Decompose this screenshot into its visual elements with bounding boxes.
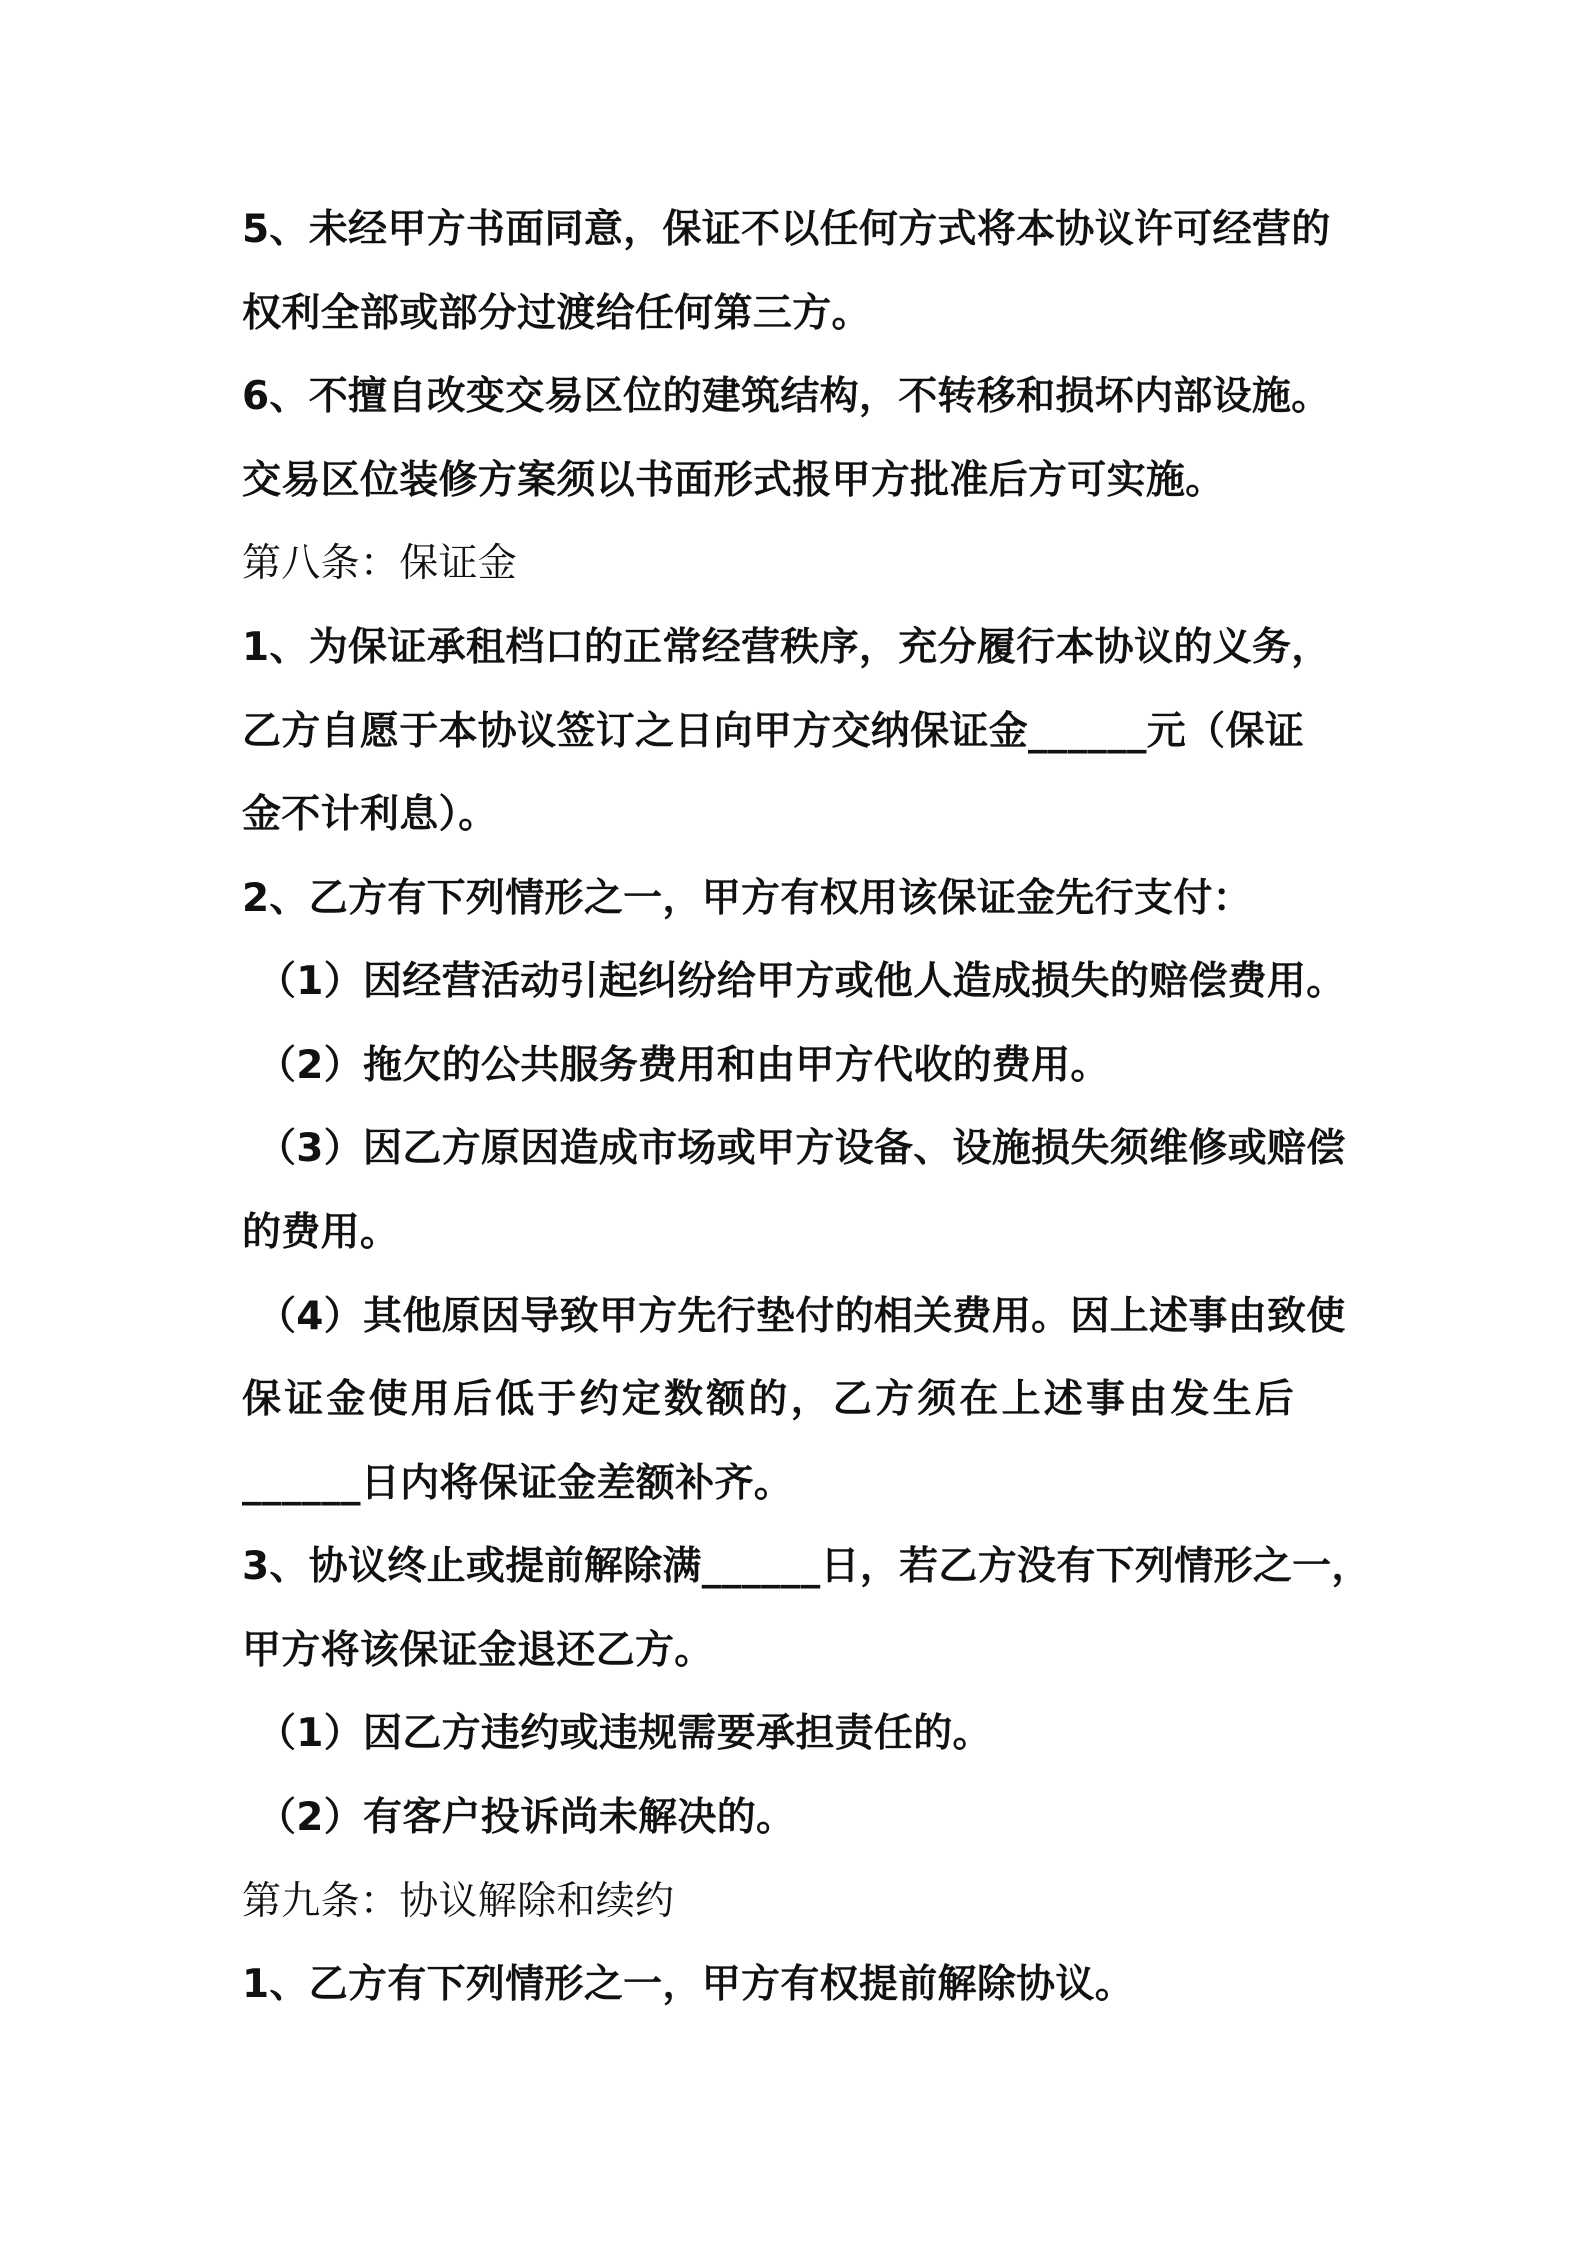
section-heading: 第八条：保证金	[242, 541, 518, 586]
list-item: （4）其他原因导致甲方先行垫付的相关费用。因上述事由致使	[257, 1294, 1346, 1339]
paragraph-line: 甲方将该保证金退还乙方。	[242, 1628, 714, 1673]
list-item: （3）因乙方原因造成市场或甲方设备、设施损失须维修或赔偿	[257, 1126, 1346, 1171]
paragraph-line: ______日内将保证金差额补齐。	[242, 1461, 794, 1506]
list-item: （1）因乙方违约或违规需要承担责任的。	[257, 1711, 992, 1756]
paragraph-line: 1、为保证承租档口的正常经营秩序，充分履行本协议的义务，	[242, 625, 1331, 670]
paragraph-line: 权利全部或部分过渡给任何第三方。	[242, 291, 871, 336]
paragraph-line: 5、未经甲方书面同意，保证不以任何方式将本协议许可经营的	[242, 207, 1331, 252]
list-item: （1）因经营活动引起纠纷给甲方或他人造成损失的赔偿费用。	[257, 959, 1346, 1004]
paragraph-line: 的费用。	[242, 1210, 400, 1255]
section-heading: 第九条：协议解除和续约	[242, 1879, 675, 1924]
paragraph-line: 2、乙方有下列情形之一，甲方有权用该保证金先行支付：	[242, 876, 1252, 921]
paragraph-line: 6、不擅自改变交易区位的建筑结构，不转移和损坏内部设施。	[242, 374, 1331, 419]
list-item: （2）拖欠的公共服务费用和由甲方代收的费用。	[257, 1043, 1110, 1088]
paragraph-line: 乙方自愿于本协议签订之日向甲方交纳保证金______元（保证	[242, 709, 1305, 754]
paragraph-line: 交易区位装修方案须以书面形式报甲方批准后方可实施。	[242, 458, 1225, 503]
paragraph-line: 1、乙方有下列情形之一，甲方有权提前解除协议。	[242, 1962, 1135, 2007]
paragraph-line: 保证金使用后低于约定数额的，乙方须在上述事由发生后	[242, 1377, 1298, 1422]
list-item: （2）有客户投诉尚未解决的。	[257, 1795, 796, 1840]
paragraph-line: 3、协议终止或提前解除满______日，若乙方没有下列情形之一，	[242, 1544, 1371, 1589]
paragraph-line: 金不计利息）。	[242, 792, 498, 837]
